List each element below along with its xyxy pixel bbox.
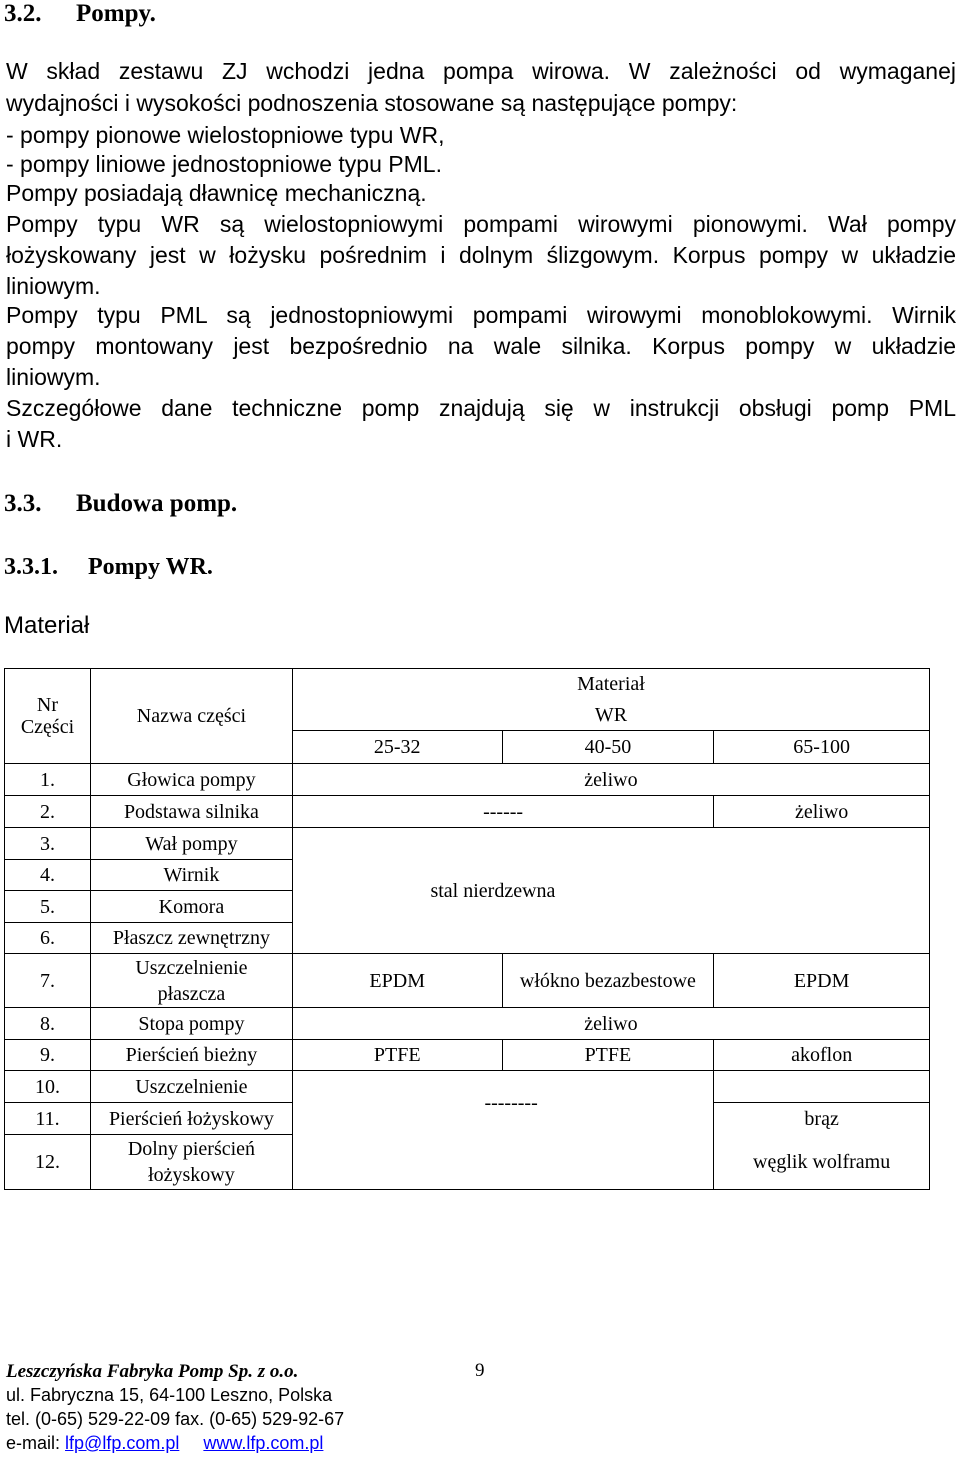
paragraph-line: łożyskowany jest w łożysku pośrednim i dolnym ślizgowym. Korpus pompy w układzie <box>6 242 956 268</box>
table-row <box>5 764 930 796</box>
table-row <box>5 1040 930 1071</box>
website-link[interactable]: www.lfp.com.pl <box>203 1433 324 1453</box>
list-item: - pompy liniowe jednostopniowe typu PML. <box>6 151 442 177</box>
paragraph-line: Pompy posiadają dławnicę mechaniczną. <box>6 180 427 206</box>
part-material: żeliwo <box>714 796 930 828</box>
part-material: żeliwo <box>292 764 929 796</box>
part-name: Uszczelnienie <box>90 1071 292 1103</box>
paragraph-line: pompy montowany jest bezpośrednio na wale silnika. Korpus pompy w układzie <box>6 333 956 359</box>
part-name: Wał pompy <box>90 828 292 860</box>
section-title-pompy <box>4 0 156 28</box>
email-link[interactable]: lfp@lfp.com.pl <box>65 1433 180 1453</box>
part-material: EPDM <box>292 954 502 1008</box>
size-cell: 40-50 <box>502 731 714 764</box>
table-row <box>5 828 930 860</box>
part-nr: 4. <box>5 860 91 891</box>
size-cell: 65-100 <box>714 731 930 764</box>
part-nr: 7. <box>5 954 91 1008</box>
part-nr: 3. <box>5 828 91 860</box>
paragraph-line: i WR. <box>6 426 63 452</box>
part-material: akoflon <box>714 1040 930 1071</box>
footer-phone: tel. (0-65) 529-22-09 fax. (0-65) 529-92-67 <box>6 1409 345 1429</box>
dash-label: -------- <box>484 1092 538 1114</box>
part-material: ------ <box>292 796 713 828</box>
section-title-text: Pompy WR. <box>88 554 213 580</box>
section-title-text: Budowa pomp. <box>76 490 238 517</box>
part-name: Płaszcz zewnętrzny <box>90 923 292 954</box>
footer-contact <box>6 1433 323 1454</box>
section-number: 3.2. <box>4 0 42 27</box>
part-name: Pierścień łożyskowy <box>90 1103 292 1135</box>
table-row <box>5 796 930 828</box>
part-material: włókno bezazbestowe <box>502 954 714 1008</box>
part-name: Dolny pierścień łożyskowy <box>90 1135 292 1190</box>
part-material-empty <box>714 1071 930 1103</box>
part-name: Pierścień bieżny <box>90 1040 292 1071</box>
part-nr: 12. <box>5 1135 91 1190</box>
footer-company: Leszczyńska Fabryka Pomp Sp. z o.o. <box>6 1361 299 1382</box>
part-name: Podstawa silnika <box>90 796 292 828</box>
part-material: brąz <box>714 1103 930 1135</box>
size-cell: 25-32 <box>292 731 502 764</box>
part-material: EPDM <box>714 954 930 1008</box>
material-heading: Materiał <box>4 612 90 639</box>
page-number: 9 <box>475 1360 485 1381</box>
paragraph-line: Pompy typu PML są jednostopniowymi pompami wirowymi monoblokowymi. Wirnik <box>6 302 956 328</box>
part-nr: 11. <box>5 1103 91 1135</box>
part-nr: 1. <box>5 764 91 796</box>
part-material: PTFE <box>502 1040 714 1071</box>
part-nr: 5. <box>5 891 91 923</box>
table-row <box>5 954 930 1008</box>
part-material: węglik wolframu <box>714 1135 930 1190</box>
header-wr: WR <box>292 700 929 731</box>
parts-material-table <box>4 668 930 1190</box>
part-nr: 2. <box>5 796 91 828</box>
part-name: Wirnik <box>90 860 292 891</box>
section-title-wr <box>4 554 213 581</box>
section-number: 3.3. <box>4 490 42 517</box>
paragraph-line: Pompy typu WR są wielostopniowymi pompami wirowymi pionowymi. Wał pompy <box>6 211 956 237</box>
section-number: 3.3.1. <box>4 554 58 580</box>
paragraph-line: Szczegółowe dane techniczne pomp znajdują się w instrukcji obsługi pomp PML <box>6 395 956 421</box>
paragraph-line: liniowym. <box>6 364 101 390</box>
part-nr: 6. <box>5 923 91 954</box>
section-title-budowa <box>4 490 237 518</box>
footer-address: ul. Fabryczna 15, 64-100 Leszno, Polska <box>6 1385 333 1405</box>
part-material-stal <box>292 828 929 954</box>
header-nr: Nr Części <box>5 669 91 764</box>
stal-label: stal nierdzewna <box>430 879 556 902</box>
part-material-dash <box>292 1071 713 1190</box>
part-name: Głowica pompy <box>90 764 292 796</box>
part-name: Komora <box>90 891 292 923</box>
header-material: Materiał <box>292 669 929 700</box>
paragraph-line: wydajności i wysokości podnoszenia stosowane są następujące pompy: <box>6 90 738 116</box>
part-material: PTFE <box>292 1040 502 1071</box>
paragraph-line: W skład zestawu ZJ wchodzi jedna pompa wirowa. W zależności od wymaganej <box>6 58 956 84</box>
table-row <box>5 1008 930 1040</box>
email-label: e-mail: <box>6 1433 61 1453</box>
part-name: Stopa pompy <box>90 1008 292 1040</box>
part-nr: 8. <box>5 1008 91 1040</box>
part-material: żeliwo <box>292 1008 929 1040</box>
table-row <box>5 1071 930 1103</box>
paragraph-line: liniowym. <box>6 273 101 299</box>
list-item: - pompy pionowe wielostopniowe typu WR, <box>6 122 445 148</box>
part-name: Uszczelnienie płaszcza <box>90 954 292 1008</box>
part-nr: 9. <box>5 1040 91 1071</box>
header-name: Nazwa części <box>90 669 292 764</box>
section-title-text: Pompy. <box>76 0 156 27</box>
part-nr: 10. <box>5 1071 91 1103</box>
